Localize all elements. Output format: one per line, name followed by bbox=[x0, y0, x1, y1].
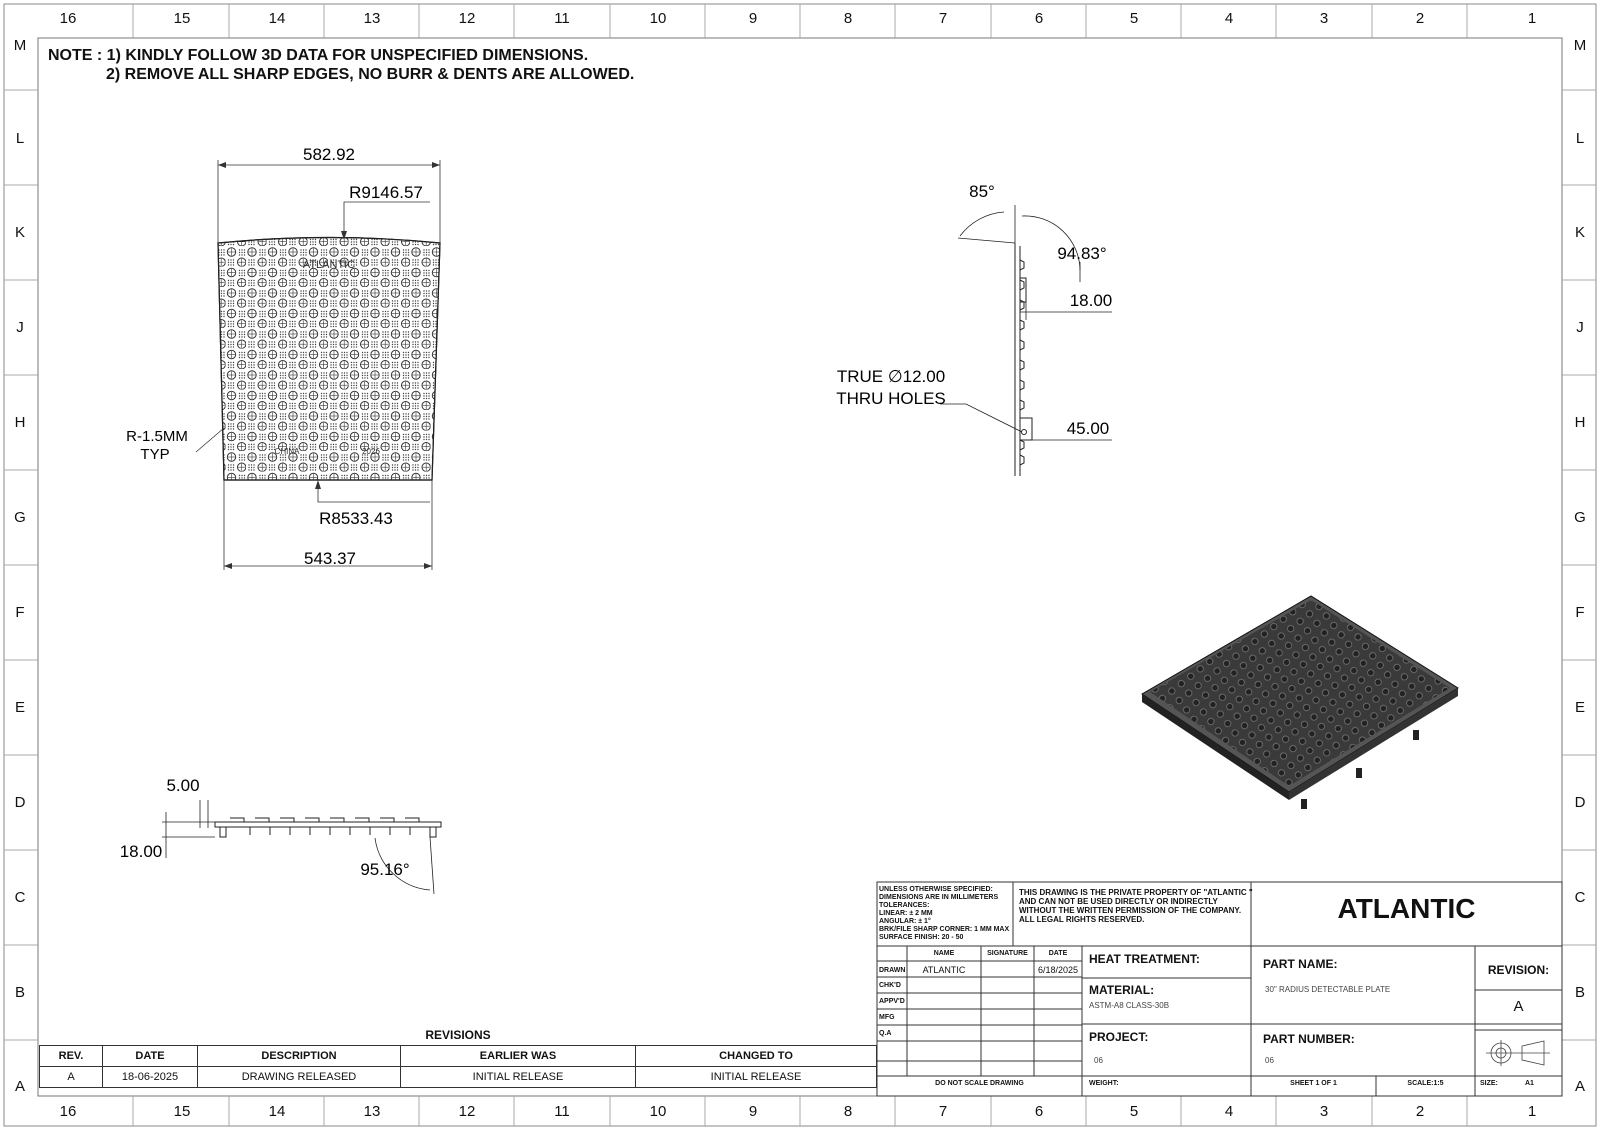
side-angle-top: 85° bbox=[969, 182, 995, 201]
zone-col: 16 bbox=[59, 1103, 77, 1120]
side-hole-label2: THRU HOLES bbox=[836, 389, 946, 408]
rev-cell: INITIAL RELEASE bbox=[636, 1067, 877, 1088]
zone-col: 11 bbox=[554, 10, 570, 27]
zone-row: C bbox=[1574, 889, 1586, 906]
zone-row: L bbox=[15, 130, 25, 147]
scale-value: SCALE:1:5 bbox=[1407, 1080, 1444, 1087]
front-corner-radius-note: TYP bbox=[140, 446, 170, 463]
zone-row: H bbox=[14, 414, 26, 431]
side-hole-offset: 45.00 bbox=[1066, 419, 1110, 438]
zone-row: H bbox=[1574, 414, 1586, 431]
zone-row: M bbox=[13, 37, 27, 54]
front-bottom-radius: R8533.43 bbox=[319, 509, 393, 528]
zone-col: 2 bbox=[1415, 1103, 1425, 1120]
col-name-header: NAME bbox=[933, 950, 955, 957]
zone-col: 12 bbox=[458, 1103, 476, 1120]
zone-col: 14 bbox=[268, 10, 286, 27]
zone-col: 10 bbox=[649, 10, 667, 27]
zone-col: 14 bbox=[268, 1103, 286, 1120]
row-label-checked: CHK'D bbox=[879, 982, 901, 989]
property-line: ALL LEGAL RIGHTS RESERVED. bbox=[1019, 915, 1145, 924]
revision-label: REVISION: bbox=[1487, 963, 1550, 977]
isometric-view bbox=[1142, 596, 1458, 809]
plate-mark-left: CHINA bbox=[274, 447, 300, 456]
zone-col: 7 bbox=[938, 10, 948, 27]
zone-col: 9 bbox=[748, 1103, 758, 1120]
front-corner-radius: R-1.5MM bbox=[126, 428, 188, 445]
zone-row: G bbox=[14, 509, 26, 526]
front-view bbox=[196, 160, 440, 570]
project-label: PROJECT: bbox=[1089, 1030, 1149, 1044]
zone-col: 3 bbox=[1319, 10, 1329, 27]
zone-col: 15 bbox=[173, 10, 191, 27]
revisions-header-row bbox=[40, 1046, 877, 1067]
col-signature-header: SIGNATURE bbox=[987, 950, 1028, 957]
spec-line: LINEAR: ± 2 MM bbox=[879, 910, 933, 917]
side-angle-right: 94.83° bbox=[1057, 244, 1107, 263]
zone-row: L bbox=[1575, 130, 1585, 147]
rev-header: CHANGED TO bbox=[636, 1046, 877, 1067]
zone-col: 8 bbox=[843, 10, 853, 27]
heat-treatment-label: HEAT TREATMENT: bbox=[1089, 952, 1200, 966]
bottom-angle: 95.16° bbox=[360, 860, 410, 879]
revision-value: A bbox=[1513, 998, 1524, 1015]
zone-row: A bbox=[14, 1078, 25, 1095]
zone-row: B bbox=[14, 984, 25, 1001]
zone-row: M bbox=[1573, 37, 1587, 54]
zone-row: K bbox=[14, 224, 25, 241]
zone-col: 8 bbox=[843, 1103, 853, 1120]
zone-ticks bbox=[4, 4, 1596, 1126]
rev-header: REV. bbox=[40, 1046, 103, 1067]
spec-line: SURFACE FINISH: 20 - 50 bbox=[879, 934, 964, 941]
side-depth: 18.00 bbox=[1069, 291, 1113, 310]
row-label-approved: APPV'D bbox=[879, 998, 905, 1005]
zone-row: K bbox=[1574, 224, 1585, 241]
property-line: WITHOUT THE WRITTEN PERMISSION OF THE COMPANY. bbox=[1019, 906, 1242, 915]
part-number-label: PART NUMBER: bbox=[1263, 1032, 1355, 1046]
zone-col: 2 bbox=[1415, 10, 1425, 27]
zone-col: 9 bbox=[748, 10, 758, 27]
zone-row: E bbox=[14, 699, 25, 716]
rev-header: DATE bbox=[103, 1046, 198, 1067]
drawing-notes bbox=[48, 46, 634, 84]
zone-row: F bbox=[1575, 604, 1585, 621]
property-line: AND CAN NOT BE USED DIRECTLY OR INDIRECTLY bbox=[1019, 897, 1218, 906]
zone-col: 12 bbox=[458, 10, 476, 27]
zone-row: F bbox=[15, 604, 25, 621]
bottom-view bbox=[162, 800, 441, 894]
zone-row: G bbox=[1574, 509, 1586, 526]
part-name-value: 30" RADIUS DETECTABLE PLATE bbox=[1265, 985, 1391, 994]
revisions-title: REVISIONS bbox=[425, 1028, 491, 1042]
zone-col: 5 bbox=[1129, 10, 1139, 27]
do-not-scale-note: DO NOT SCALE DRAWING bbox=[935, 1080, 1024, 1087]
zone-row: B bbox=[1574, 984, 1585, 1001]
front-top-radius: R9146.57 bbox=[349, 183, 423, 202]
zone-row: D bbox=[14, 794, 26, 811]
zone-row: D bbox=[1574, 794, 1586, 811]
zone-col: 1 bbox=[1527, 1103, 1537, 1120]
zone-col: 16 bbox=[59, 10, 77, 27]
spec-line: BRK/FILE SHARP CORNER: 1 MM MAX bbox=[879, 926, 1010, 933]
zone-row: J bbox=[1576, 319, 1584, 336]
drawn-name: ATLANTIC bbox=[922, 965, 966, 975]
col-date-header: DATE bbox=[1048, 950, 1068, 957]
material-label: MATERIAL: bbox=[1089, 983, 1155, 997]
zone-row: J bbox=[16, 319, 24, 336]
property-notice bbox=[1019, 888, 1253, 924]
rev-header: DESCRIPTION bbox=[198, 1046, 401, 1067]
zone-col: 6 bbox=[1034, 1103, 1044, 1120]
rev-cell: 18-06-2025 bbox=[103, 1067, 198, 1088]
spec-line: DIMENSIONS ARE IN MILLIMETERS bbox=[879, 894, 999, 901]
row-label-drawn: DRAWN bbox=[879, 967, 906, 974]
zone-row: E bbox=[1574, 699, 1585, 716]
spec-line: ANGULAR: ± 1° bbox=[879, 918, 931, 925]
rev-cell: INITIAL RELEASE bbox=[401, 1067, 636, 1088]
projection-symbol-icon bbox=[1486, 1040, 1550, 1066]
row-label-mfg: MFG bbox=[879, 1014, 895, 1021]
zone-col: 15 bbox=[173, 1103, 191, 1120]
revisions-table bbox=[39, 1045, 877, 1088]
weight-label: WEIGHT: bbox=[1089, 1080, 1119, 1087]
zone-col: 11 bbox=[554, 1103, 570, 1120]
property-line: THIS DRAWING IS THE PRIVATE PROPERTY OF "ATLANTIC " bbox=[1019, 888, 1253, 897]
row-label-qa: Q.A bbox=[879, 1030, 892, 1037]
side-hole-label: TRUE ∅12.00 bbox=[836, 367, 946, 386]
zone-col: 7 bbox=[938, 1103, 948, 1120]
zone-col: 4 bbox=[1224, 1103, 1234, 1120]
project-value: 06 bbox=[1094, 1056, 1103, 1065]
drawn-date: 6/18/2025 bbox=[1037, 965, 1079, 975]
rev-cell: A bbox=[40, 1067, 103, 1088]
rev-header: EARLIER WAS bbox=[401, 1046, 636, 1067]
spec-notes bbox=[879, 886, 1009, 942]
bottom-thickness: 5.00 bbox=[166, 776, 200, 795]
zone-col: 13 bbox=[363, 10, 381, 27]
table-row bbox=[40, 1067, 877, 1088]
spec-line: TOLERANCES: bbox=[879, 902, 930, 909]
zone-col: 13 bbox=[363, 1103, 381, 1120]
front-top-width: 582.92 bbox=[303, 145, 355, 164]
front-bottom-width: 543.37 bbox=[304, 549, 356, 568]
spec-line: UNLESS OTHERWISE SPECIFIED: bbox=[879, 886, 993, 893]
zone-col: 1 bbox=[1527, 10, 1537, 27]
size-value: A1 bbox=[1525, 1080, 1534, 1087]
bottom-height: 18.00 bbox=[119, 842, 163, 861]
zone-col: 5 bbox=[1129, 1103, 1139, 1120]
note-line-1: NOTE : 1) KINDLY FOLLOW 3D DATA FOR UNSPECIFIED DIMENSIONS. bbox=[48, 47, 589, 64]
plate-mark-top: ATLANTIC bbox=[302, 259, 356, 271]
material-value: ASTM-A8 CLASS-30B bbox=[1089, 1001, 1170, 1010]
rev-cell: DRAWING RELEASED bbox=[198, 1067, 401, 1088]
note-line-2: 2) REMOVE ALL SHARP EDGES, NO BURR & DENTS ARE ALLOWED. bbox=[106, 66, 635, 83]
part-name-label: PART NAME: bbox=[1263, 957, 1338, 971]
zone-col: 10 bbox=[649, 1103, 667, 1120]
zone-col: 6 bbox=[1034, 10, 1044, 27]
plate-mark-right: 2026 bbox=[362, 447, 380, 456]
zone-col: 4 bbox=[1224, 10, 1234, 27]
sheet-number: SHEET 1 OF 1 bbox=[1290, 1080, 1337, 1087]
part-number-value: 06 bbox=[1265, 1056, 1274, 1065]
company-name: ATLANTIC bbox=[1337, 893, 1476, 924]
zone-row: C bbox=[14, 889, 26, 906]
zone-col: 3 bbox=[1319, 1103, 1329, 1120]
zone-row: A bbox=[1574, 1078, 1585, 1095]
size-label: SIZE: bbox=[1480, 1080, 1498, 1087]
